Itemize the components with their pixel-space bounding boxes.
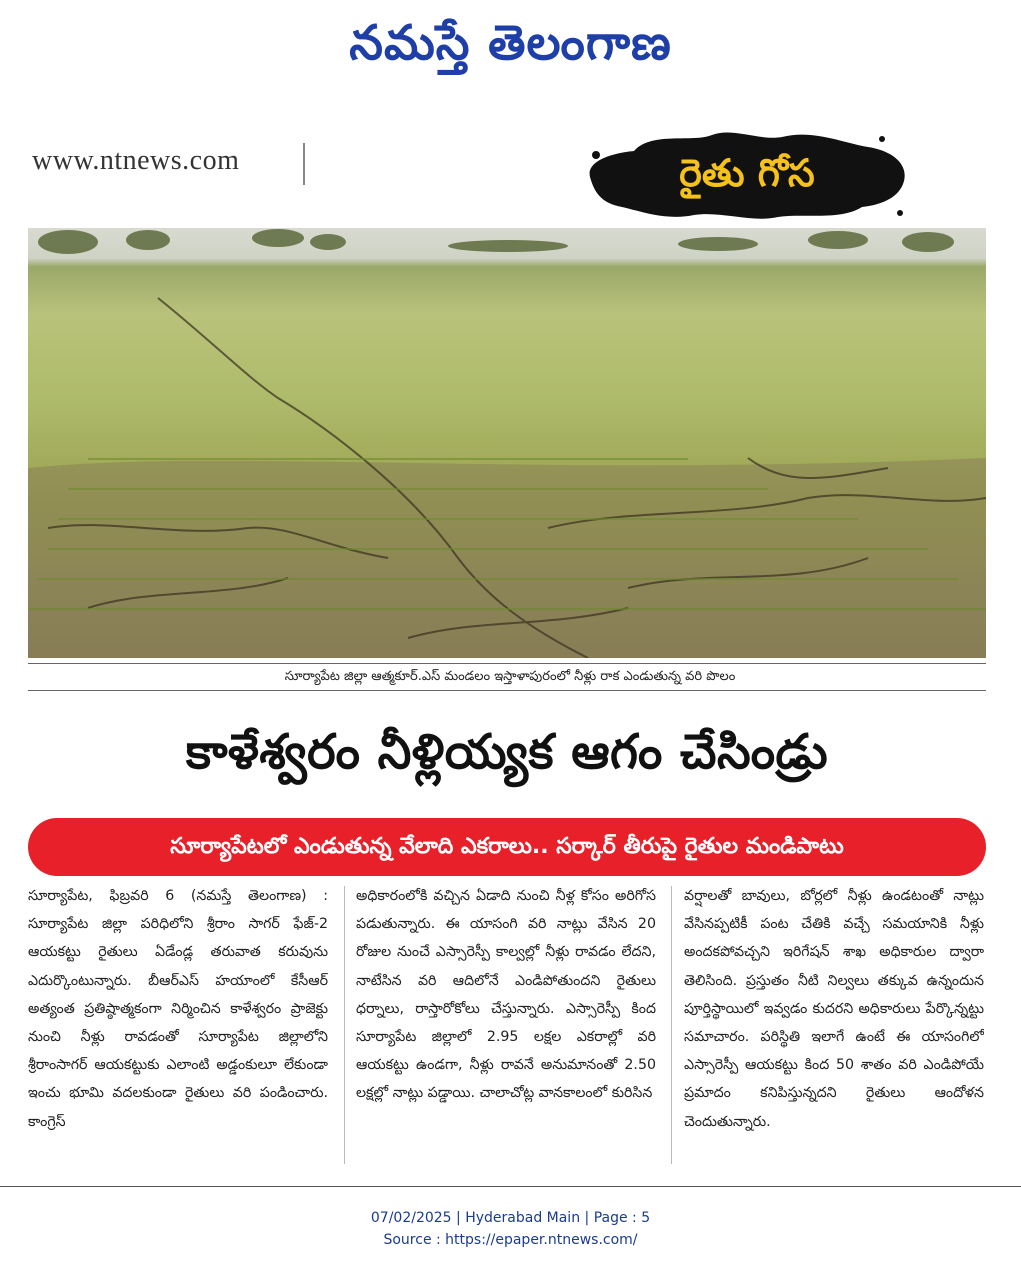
article-subheadline: సూర్యాపేటలో ఎండుతున్న వేలాది ఎకరాలు.. సర్కార్ తీరుపై రైతుల మండిపాటు	[28, 818, 986, 876]
footer-rule	[0, 1186, 1021, 1187]
dry-paddy-field-photo	[28, 228, 986, 658]
source-link[interactable]: Source : https://epaper.ntnews.com/	[383, 1232, 638, 1248]
caption-bottom-rule	[28, 690, 986, 691]
column-divider	[671, 886, 672, 1164]
photo-caption: సూర్యాపేట జిల్లా ఆత్మకూర్.ఎస్ మండలం ఇస్తాళాపురంలో నీళ్లు రాక ఎండుతున్న వరి పొలం	[284, 669, 736, 684]
header-divider	[303, 143, 305, 185]
caption-top-rule	[28, 663, 986, 664]
article-column-2: అధికారంలోకి వచ్చిన ఏడాది నుంచి నీళ్ల కోసం అరిగోస పడుతున్నారు. ఈ యాసంగి వరి నాట్లు వేసిన 20 రోజుల నుంచే ఎస్సారెస్పీ కాల్వల్లో నీళ్లు రావడం లేదని, నాటేసిన వరి ఆదిలోనే ఎండిపోతుందని రైతులు ధర్నాలు, రాస్తారోకోలు చేస్తున్నారు. ఎస్సారెస్పీ కింద సూర్యాపేట జిల్లాలో 2.95 లక్షల ఎకరాల్లో వరి ఆయకట్టు ఉండగా, నీళ్లు రావనే అనుమానంతో 2.50 లక్షల్లో నాట్లు పడ్డాయి. చాలాచోట్ల వానకాలంలో కురిసిన	[356, 888, 656, 1102]
article-column-1: సూర్యాపేట, ఫిబ్రవరి 6 (నమస్తే తెలంగాణ) : సూర్యాపేట జిల్లా పరిధిలోని శ్రీరాం సాగర్ ఫేజ్-2 ఆయకట్టు రైతులు ఏడేండ్ల తరువాత కరువును ఎదుర్కొంటున్నారు. బీఆర్ఎస్ హయాంలో కేసీఆర్ అత్యంత ప్రతిష్ఠాత్మకంగా నిర్మించిన కాళేశ్వరం ప్రాజెక్టు నుంచి నీళ్లు రావడంతో సూర్యాపేట జిల్లాలోని శ్రీరాంసాగర్ ఆయకట్టుకు ఎలాంటి అడ్డంకులూ లేకుండా ఇంచు భూమి వదలకుండా రైతులు వరి పండించారు. కాంగ్రెస్	[28, 888, 328, 1130]
masthead-logo: నమస్తే తెలంగాణ	[349, 15, 672, 71]
section-tag	[582, 125, 912, 225]
edition-info: 07/02/2025 | Hyderabad Main | Page : 5	[370, 1210, 651, 1226]
column-divider	[344, 886, 345, 1164]
article-body	[28, 882, 986, 1167]
article-headline: కాళేశ్వరం నీళ్లియ్యక ఆగం చేసిండ్రు	[185, 724, 829, 780]
article-column-3: వర్షాలతో బావులు, బోర్లలో నీళ్లు ఉండటంతో నాట్లు వేసినప్పటికీ పంట చేతికి వచ్చే సమయానికి నీళ్లు అందకపోవచ్చని ఇరిగేషన్ శాఖ అధికారుల ద్వారా తెలిసింది. ప్రస్తుతం నీటి నిల్వలు తక్కువ ఉన్నందున పూర్తిస్థాయిలో ఇవ్వడం కుదరని అధికారులు పేర్కొన్నట్టు సమాచారం. పరిస్థితి ఇలాగే ఉంటే ఈ యాసంగిలో ఎస్సారెస్పీ ఆయకట్టు కింద 50 శాతం వరి ఎండిపోయే ప్రమాదం కనిపిస్తున్నదని రైతులు ఆందోళన చెందుతున్నారు.	[684, 888, 984, 1130]
website-url: www.ntnews.com	[32, 145, 240, 176]
field-illustration	[28, 228, 986, 658]
section-tag-label: రైతు గోస	[679, 151, 815, 195]
